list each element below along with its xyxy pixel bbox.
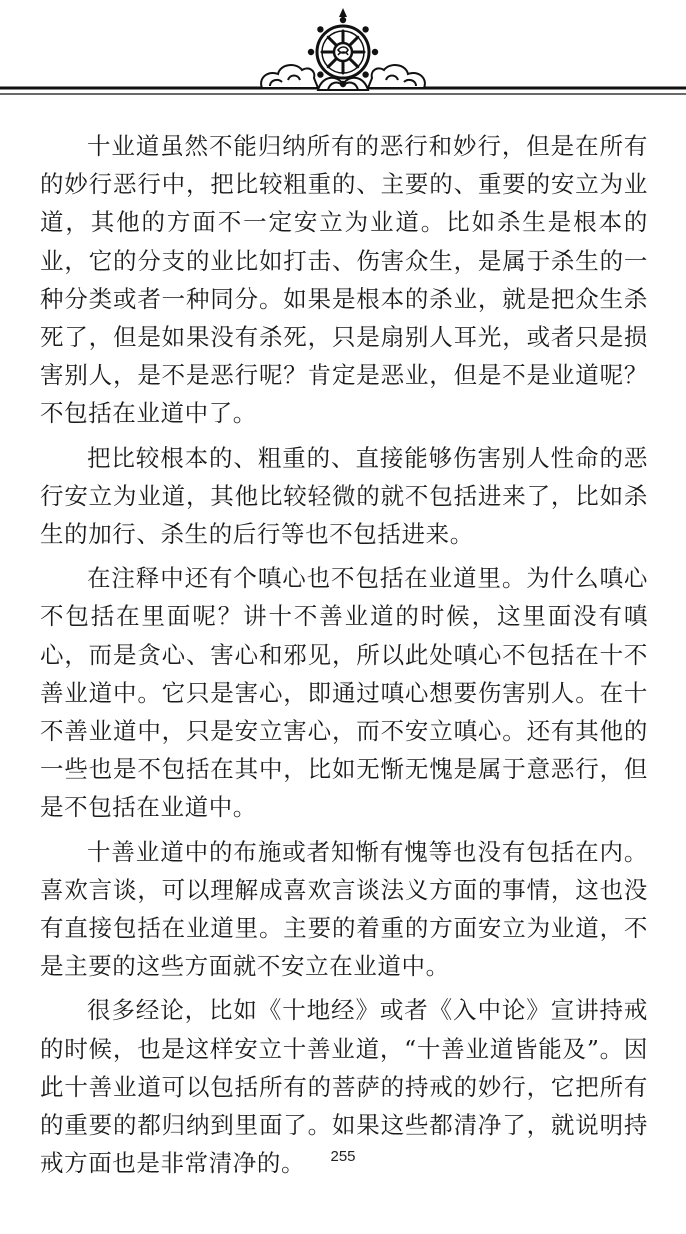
paragraph: 在注释中还有个嗔心也不包括在业道里。为什么嗔心不包括在里面呢？讲十不善业道的时候，这里面没有嗔心，而是贪心、害心和邪见，所以此处嗔心不包括在十不善业道中。它只是害心，即通过嗔心想要伤害别人。在十不善业道中，只是安立害心，而不安立嗔心。还有其他的一些也是不包括在其中，比如无惭无愧是属于意恶行，但是不包括在业道中。 [40,564,648,822]
paragraph: 把比较根本的、粗重的、直接能够伤害别人性命的恶行安立为业道，其他比较轻微的就不包括进来了，比如杀生的加行、杀生的后行等也不包括进来。 [40,443,648,549]
paragraph: 十善业道中的布施或者知惭有愧等也没有包括在内。喜欢言谈，可以理解成喜欢言谈法义方面的事情，这也没有直接包括在业道里。主要的着重的方面安立为业道，不是主要的这些方面就不安立在业道中。 [40,837,648,981]
paragraph: 十业道虽然不能归纳所有的恶行和妙行，但是在所有的妙行恶行中，把比较粗重的、主要的、重要的安立为业道，其他的方面不一定安立为业道。比如杀生是根本的业，它的分支的业比如打击、伤害众生，是属于杀生的一种分类或者一种同分。如果是根本的杀业，就是把众生杀死了，但是如果没有杀死，只是扇别人耳光，或者只是损害别人，是不是恶行呢？肯定是恶业，但是不是业道呢？不包括在业道中了。 [40,132,648,428]
page-header [0,0,686,110]
dharma-wheel-header-icon [0,0,686,110]
body-text [40,127,648,1188]
paragraph: 很多经论，比如《十地经》或者《入中论》宣讲持戒的时候，也是这样安立十善业道，“十善业道皆能及”。因此十善业道可以包括所有的菩萨的持戒的妙行，它把所有的重要的都归纳到里面了。如果这些都清净了，就说明持戒方面也是非常清净的。 [40,996,648,1178]
page-number: 255 [330,1148,356,1165]
